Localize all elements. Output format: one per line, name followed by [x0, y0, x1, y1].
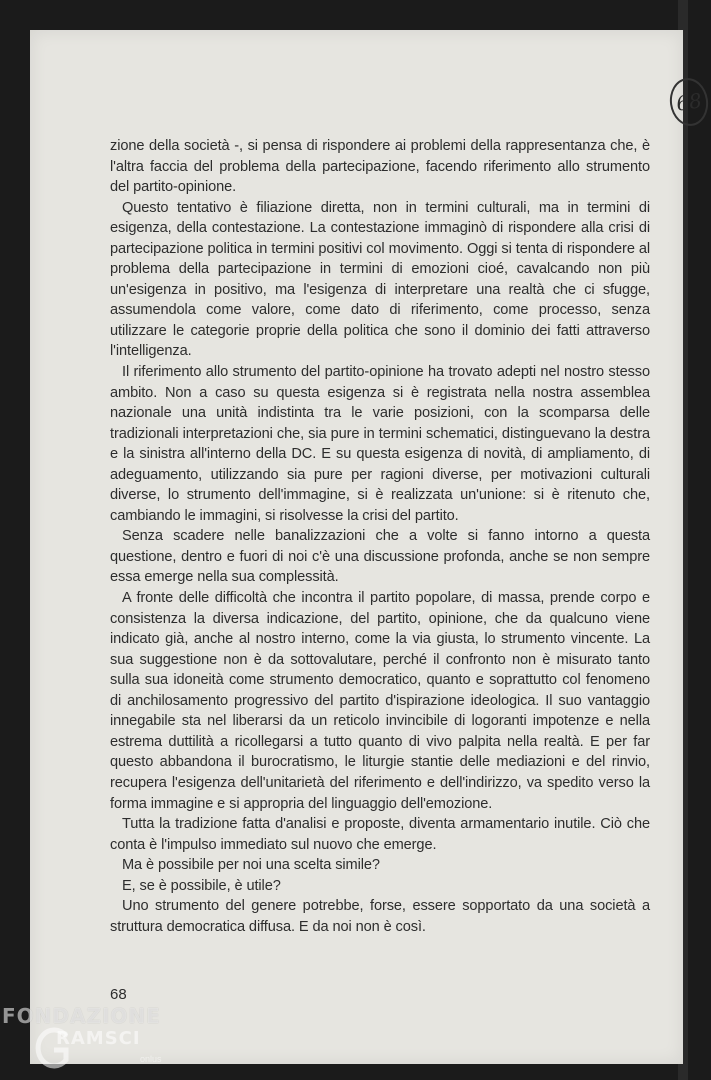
handwritten-page-number: 68 — [667, 76, 711, 129]
paragraph: Senza scadere nelle banalizzazioni che a volte si fanno intorno a questa questione, dentro e fuori di noi c'è una discussione profonda, anche se non sempre essa emerge nella sua complessità. — [110, 528, 650, 586]
paragraph: zione della società -, si pensa di rispondere ai problemi della rappresentanza che, è l'altra faccia del problema della partecipazione, facendo riferimento allo strumento del partito-opinione. — [110, 138, 650, 196]
watermark-line-3: onlus — [140, 1054, 162, 1064]
page-folio: 68 — [110, 986, 127, 1003]
watermark-line-1: FONDAZIONE — [2, 1004, 161, 1028]
paragraph: Uno strumento del genere potrebbe, forse, essere sopportato da una società a struttura democratica diffusa. E da noi non è così. — [110, 898, 650, 935]
watermark-line-2: RAMSCI — [56, 1028, 141, 1049]
paragraph: A fronte delle difficoltà che incontra il partito popolare, di massa, prende corpo e consistenza la diversa indicazione, del partito, opinione, che da qualcuno viene indicato già, anche al nostro interno, come la via giusta, lo strumento vincente. La sua suggestione non è da sottovalutare, perché il confronto non è misurato tanto sulla sua idoneità come strumento democratico, quanto e soprattutto col fenomeno di anchilosamento progressivo del partito d'ispirazione ideologica. Il suo vantaggio innegabile sta nel liberarsi da un reticolo invincibile di logoranti impotenze e nella estrema duttilità a ricollegarsi a tutto quanto di vivo palpita nella realtà. E per far questo abbandona il burocratismo, le liturgie stantie delle mediazioni e del rinvio, recupera l'esigenza dell'unitarietà del riferimento e dell'indirizzo, va spedito verso la forma immagine e si appropria del linguaggio dell'emozione. — [110, 590, 650, 812]
paragraph: Ma è possibile per noi una scelta simile? — [122, 857, 380, 874]
fondazione-gramsci-watermark — [2, 1000, 202, 1080]
body-text — [110, 136, 650, 937]
paragraph: Il riferimento allo strumento del partito-opinione ha trovato adepti nel nostro stesso ambito. Non a caso su questa esigenza si è registrata nella nostra assemblea nazionale una unità indistinta tra le varie posizioni, con la scomparsa delle tradizionali interpretazioni che, sia pure in termini schematici, distinguevano la destra e la sinistra all'interno della DC. E su questa esigenza di novità, di ampliamento, di adeguamento, utilizzando sia pure per ragioni diverse, per motivazioni culturali diverse, lo strumento dell'immagine, si è realizzata un'unione: si è ritenuto che, cambiando le immagini, si risolvesse la crisi del partito. — [110, 364, 650, 524]
paragraph: Questo tentativo è filiazione diretta, non in termini culturali, ma in termini di esigenza, della contestazione. La contestazione immaginò di rispondere alla crisi di partecipazione politica in termini positivi col movimento. Oggi si tenta di rispondere al problema della partecipazione in termini di emozioni cioé, cavalcando non più un'esigenza in positivo, ma l'esigenza di interpretare una realtà che ci sfugge, assumendola come valore, come dato di riferimento, come processo, senza utilizzare le categorie proprie della politica che sono il dominio dei fatti attraverso l'intelligenza. — [110, 199, 650, 360]
paragraph: Tutta la tradizione fatta d'analisi e proposte, diventa armamentario inutile. Ciò che conta è l'impulso immediato sul nuovo che emerge. — [110, 816, 650, 853]
paragraph: E, se è possibile, è utile? — [122, 877, 281, 894]
